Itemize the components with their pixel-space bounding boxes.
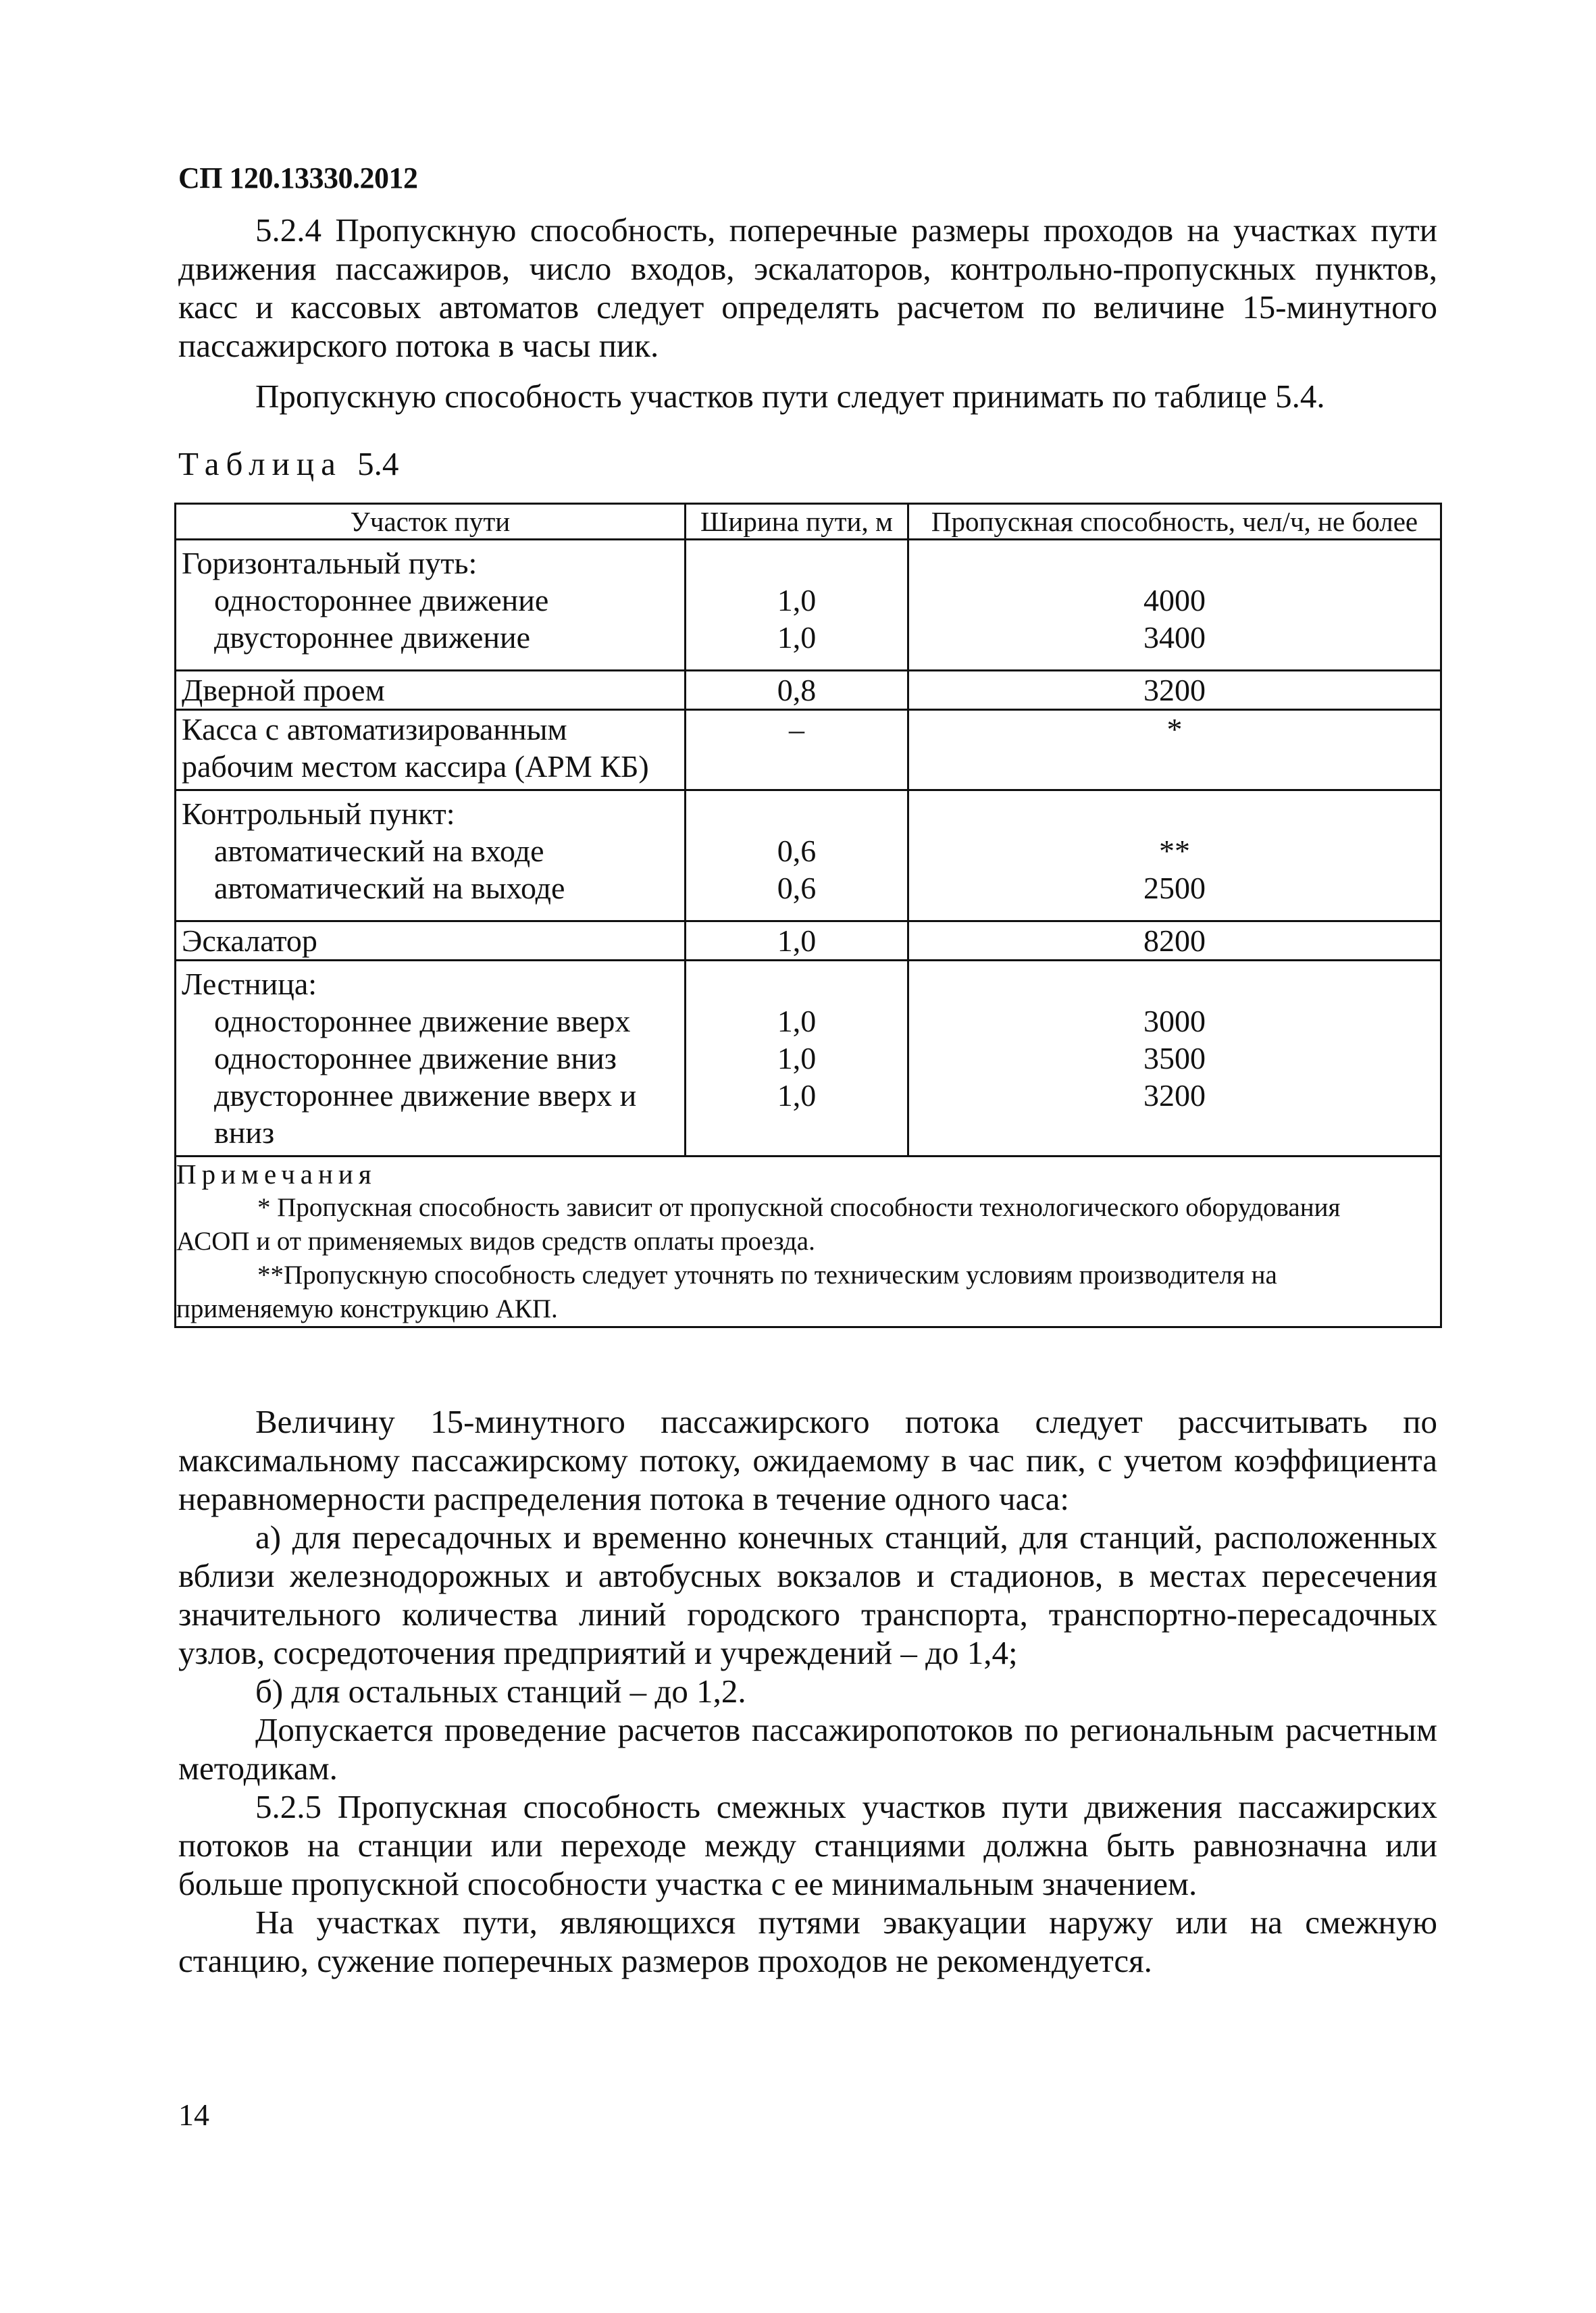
note-1-line-1: * Пропускная способность зависит от пропускной способности технологического оборудования xyxy=(257,1193,1341,1222)
table-row xyxy=(176,790,1441,921)
row-label: автоматический на выходе xyxy=(214,871,565,905)
row-capacity: 2500 xyxy=(1143,871,1206,905)
row-width: – xyxy=(789,712,804,746)
header-capacity: Пропускная способность, чел/ч, не более xyxy=(908,504,1441,540)
row-label: Эскалатор xyxy=(182,923,317,958)
notes-title: Примечания xyxy=(176,1159,377,1190)
row-label: двустороннее движение вверх и xyxy=(214,1078,637,1113)
table-notes-row xyxy=(176,1156,1441,1327)
row-width: 1,0 xyxy=(777,583,817,617)
page-number: 14 xyxy=(178,2098,209,2132)
row-width: 0,8 xyxy=(777,673,817,707)
table-caption xyxy=(178,444,398,483)
row-capacity: * xyxy=(1166,712,1183,746)
note-1-line-2: АСОП и от применяемых видов средств оплаты проезда. xyxy=(176,1227,815,1256)
row-width: 1,0 xyxy=(777,620,817,655)
row-width: 1,0 xyxy=(777,1078,817,1113)
row-width: 1,0 xyxy=(777,1004,817,1038)
row-capacity: 4000 xyxy=(1143,583,1206,617)
paragraph-regional-methods: Допускается проведение расчетов пассажиропотоков по региональным расчетным методикам. xyxy=(178,1711,1437,1787)
row-width: 1,0 xyxy=(777,923,817,958)
note-2-line-2: применяемую конструкцию АКП. xyxy=(176,1294,558,1323)
group-title: Горизонтальный путь: xyxy=(182,546,478,580)
row-capacity: 3400 xyxy=(1143,620,1206,655)
row-capacity: 3200 xyxy=(1143,673,1206,707)
row-label: одностороннее движение вниз xyxy=(214,1041,617,1075)
header-width: Ширина пути, м xyxy=(686,504,908,540)
row-capacity: 3200 xyxy=(1143,1078,1206,1113)
table-row xyxy=(176,671,1441,710)
note-2-line-1: **Пропускную способность следует уточнять по техническим условиям производителя на xyxy=(257,1261,1277,1290)
table-caption-number: 5.4 xyxy=(357,445,399,482)
group-title: Лестница: xyxy=(182,967,317,1001)
row-label: одностороннее движение xyxy=(214,583,549,617)
row-capacity: 3500 xyxy=(1143,1041,1206,1075)
row-label: вниз xyxy=(214,1115,275,1150)
table-row xyxy=(176,921,1441,961)
table-row xyxy=(176,710,1441,790)
row-width: 1,0 xyxy=(777,1041,817,1075)
row-label: одностороннее движение вверх xyxy=(214,1004,631,1038)
table-caption-label: Таблица xyxy=(178,445,342,482)
row-label: Касса с автоматизированным xyxy=(182,712,567,746)
row-label: Дверной проем xyxy=(182,673,385,707)
table-row xyxy=(176,961,1441,1156)
row-label: рабочим местом кассира (АРМ КБ) xyxy=(182,749,649,784)
row-capacity: ** xyxy=(1159,834,1190,868)
row-label: автоматический на входе xyxy=(214,834,544,868)
capacity-table xyxy=(174,503,1442,1328)
paragraph-evacuation: На участках пути, являющихся путями эвакуации наружу или на смежную станцию, сужение поперечных размеров проходов не рекомендуется. xyxy=(178,1904,1437,1979)
paragraph-5-2-5: 5.2.5 Пропускная способность смежных участков пути движения пассажирских потоков на станции или переходе между станциями должна быть равнозначна или больше пропускной способности участка с ее минимальным значением. xyxy=(178,1788,1437,1902)
group-title: Контрольный пункт: xyxy=(182,796,455,831)
row-width: 0,6 xyxy=(777,834,817,868)
row-width: 0,6 xyxy=(777,871,817,905)
table-row xyxy=(176,540,1441,671)
table-header-row xyxy=(176,504,1441,540)
row-capacity: 8200 xyxy=(1143,923,1206,958)
header-section: Участок пути xyxy=(176,504,686,540)
list-item-a: а) для пересадочных и временно конечных станций, для станций, расположенных вблизи железнодорожных и автобусных вокзалов и стадионов, в местах пересечения значительного количества линий городского транспорта, транспортно-пересадочных узлов, сосредоточения предприятий и учреждений – до 1,4; xyxy=(178,1519,1437,1671)
paragraph-table-reference: Пропускную способность участков пути следует принимать по таблице 5.4. xyxy=(255,378,1325,415)
paragraph-flow-coefficient: Величину 15-минутного пассажирского потока следует рассчитывать по максимальному пассажирскому потоку, ожидаемому в час пик, с учетом коэффициента неравномерности распределения потока в течение одного часа: xyxy=(178,1403,1437,1517)
list-item-b: б) для остальных станций – до 1,2. xyxy=(255,1673,746,1710)
row-label: двустороннее движение xyxy=(214,620,531,655)
paragraph-5-2-4: 5.2.4 Пропускную способность, поперечные размеры проходов на участках пути движения пассажиров, число входов, эскалаторов, контрольно-пропускных пунктов, касс и кассовых автоматов следует определять расчетом по величине 15-минутного пассажирского потока в часы пик. xyxy=(178,211,1437,364)
document-code: СП 120.13330.2012 xyxy=(178,161,418,195)
row-capacity: 3000 xyxy=(1143,1004,1206,1038)
